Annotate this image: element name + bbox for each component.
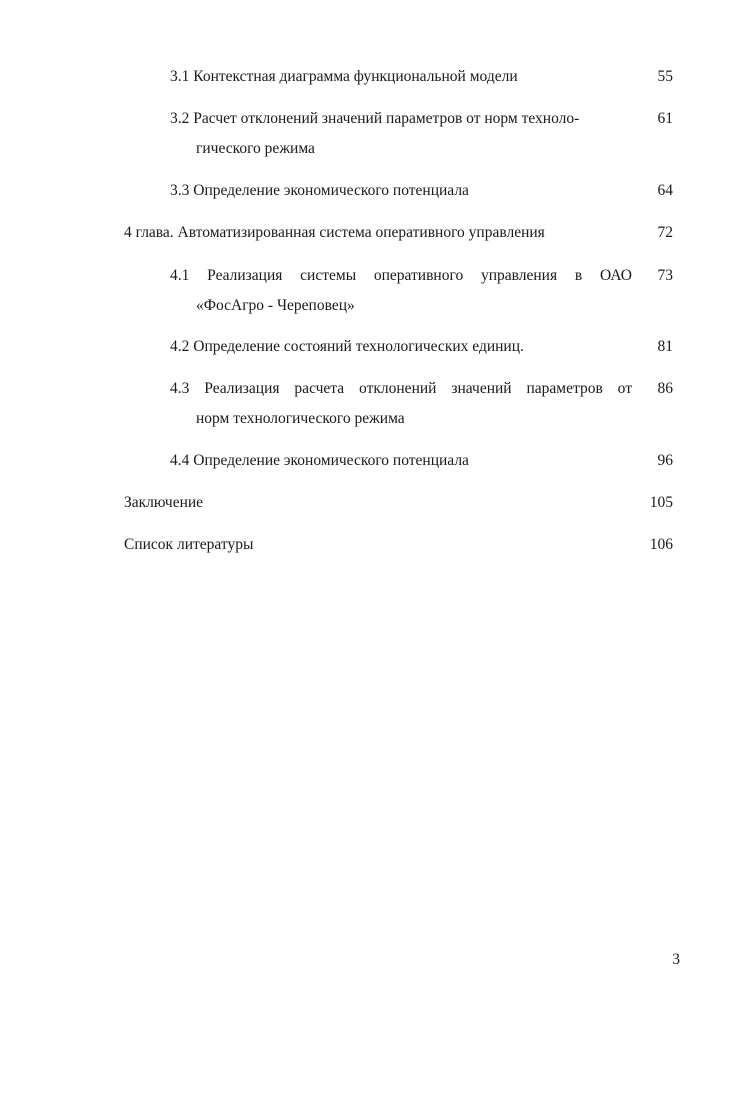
- toc-entry-title: 3.1 Контекстная диаграмма функциональной модели: [170, 68, 518, 85]
- toc-entry-page: 73: [657, 267, 673, 284]
- toc-entry-title: 4.3 Реализация расчета отклонений значений параметров от: [170, 380, 632, 397]
- toc-entry-title: 4 глава. Автоматизированная система оперативного управления: [124, 224, 545, 241]
- toc-entry-title-continuation: норм технологического режима: [196, 410, 405, 427]
- toc-entry-page: 86: [657, 380, 673, 397]
- toc-entry-page: 61: [657, 110, 673, 127]
- toc-entry-page: 96: [657, 452, 673, 469]
- toc-entry-page: 81: [657, 338, 673, 355]
- toc-entry-title-continuation: «ФосАгро - Череповец»: [196, 297, 355, 314]
- toc-entry-page: 55: [657, 68, 673, 85]
- toc-entry-title: 3.3 Определение экономического потенциала: [170, 182, 469, 199]
- toc-entry-page: 106: [649, 536, 673, 553]
- toc-entry-title: 4.4 Определение экономического потенциала: [170, 452, 469, 469]
- toc-entry-title: 4.2 Определение состояний технологических единиц.: [170, 338, 524, 355]
- toc-entry-page: 72: [657, 224, 673, 241]
- page-number: 3: [672, 951, 680, 968]
- toc-entry-title-continuation: гического режима: [196, 140, 315, 157]
- toc-entry-title: 3.2 Расчет отклонений значений параметров от норм техноло-: [170, 110, 580, 127]
- toc-entry-title: Заключение: [124, 494, 204, 511]
- toc-entry-title: Список литературы: [124, 536, 254, 553]
- toc-entry-title: 4.1 Реализация системы оперативного управления в ОАО: [170, 267, 632, 284]
- toc-entry-page: 64: [657, 182, 673, 199]
- toc-entry-page: 105: [649, 494, 673, 511]
